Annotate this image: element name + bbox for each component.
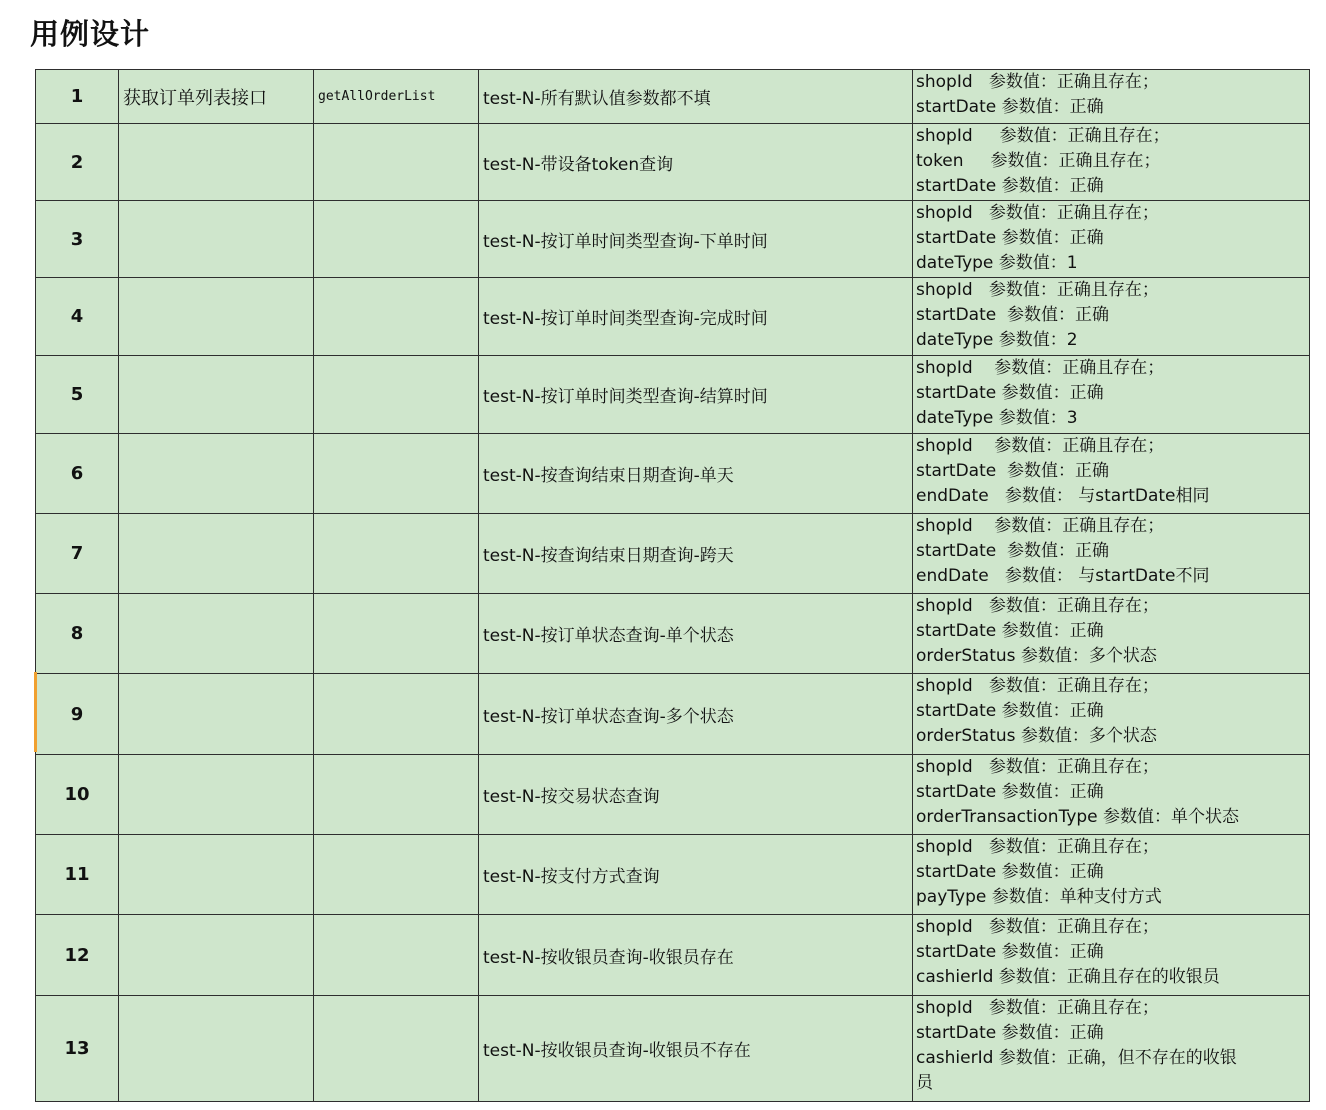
api-name-cell[interactable]: [119, 996, 314, 1102]
case-description-cell[interactable]: test-N-按收银员查询-收银员存在: [479, 915, 913, 996]
parameter-line: shopId 参数值：正确且存在；: [916, 757, 1159, 777]
method-name-cell[interactable]: [314, 356, 479, 434]
method-name-cell[interactable]: getAllOrderList: [314, 70, 479, 124]
parameter-line: startDate 参数值：正确: [916, 461, 1110, 481]
api-name-cell[interactable]: 获取订单列表接口: [119, 70, 314, 124]
parameters-cell[interactable]: [913, 124, 1310, 201]
table-row: [36, 594, 1310, 674]
row-selection-marker: [34, 672, 37, 752]
case-description-cell[interactable]: test-N-按查询结束日期查询-单天: [479, 434, 913, 514]
parameter-line: shopId 参数值：正确且存在；: [916, 72, 1159, 92]
case-number-cell[interactable]: 9: [36, 674, 119, 755]
table-row: [36, 755, 1310, 835]
table-row: [36, 434, 1310, 514]
case-number-cell[interactable]: 13: [36, 996, 119, 1102]
case-number-cell[interactable]: 12: [36, 915, 119, 996]
test-case-table-wrapper: [35, 69, 1310, 1102]
method-name-cell[interactable]: [314, 278, 479, 356]
method-name-cell[interactable]: [314, 835, 479, 915]
parameter-line: shopId 参数值：正确且存在；: [916, 917, 1159, 937]
parameter-line: token 参数值：正确且存在；: [916, 151, 1161, 171]
parameters-cell[interactable]: [913, 996, 1310, 1102]
table-row: [36, 201, 1310, 278]
table-body: [36, 70, 1310, 1102]
parameters-cell[interactable]: [913, 356, 1310, 434]
test-case-table: [35, 69, 1310, 1102]
table-row: [36, 915, 1310, 996]
parameter-line: shopId 参数值：正确且存在；: [916, 516, 1165, 536]
parameter-line: dateType 参数值：1: [916, 253, 1078, 273]
api-name-cell[interactable]: [119, 434, 314, 514]
parameter-line: startDate 参数值：正确: [916, 621, 1104, 641]
parameter-line: orderTransactionType 参数值：单个状态: [916, 807, 1240, 827]
method-name-cell[interactable]: [314, 996, 479, 1102]
parameter-line: shopId 参数值：正确且存在；: [916, 126, 1170, 146]
parameters-cell[interactable]: [913, 514, 1310, 594]
parameter-line: shopId 参数值：正确且存在；: [916, 837, 1159, 857]
parameter-line: shopId 参数值：正确且存在；: [916, 436, 1165, 456]
api-name-cell[interactable]: [119, 835, 314, 915]
parameter-line: startDate 参数值：正确: [916, 97, 1104, 117]
parameter-line: shopId 参数值：正确且存在；: [916, 203, 1159, 223]
parameter-line: shopId 参数值：正确且存在；: [916, 676, 1159, 696]
table-row: [36, 835, 1310, 915]
parameters-cell[interactable]: [913, 755, 1310, 835]
case-description-cell[interactable]: test-N-按订单状态查询-单个状态: [479, 594, 913, 674]
table-row: [36, 996, 1310, 1102]
table-row: [36, 514, 1310, 594]
api-name-cell[interactable]: [119, 755, 314, 835]
method-name-cell[interactable]: [314, 434, 479, 514]
case-description-cell[interactable]: test-N-所有默认值参数都不填: [479, 70, 913, 124]
api-name-cell[interactable]: [119, 915, 314, 996]
parameters-cell[interactable]: [913, 594, 1310, 674]
api-name-cell[interactable]: [119, 356, 314, 434]
parameter-line: orderStatus 参数值：多个状态: [916, 646, 1157, 666]
table-row: [36, 674, 1310, 755]
parameter-line: shopId 参数值：正确且存在；: [916, 358, 1165, 378]
api-name-cell[interactable]: [119, 514, 314, 594]
parameter-line: dateType 参数值：3: [916, 408, 1078, 428]
method-name-cell[interactable]: [314, 514, 479, 594]
parameter-line: startDate 参数值：正确: [916, 176, 1104, 196]
parameter-line: cashierId 参数值：正确且存在的收银员: [916, 967, 1220, 987]
table-row: [36, 278, 1310, 356]
case-description-cell[interactable]: test-N-按订单时间类型查询-完成时间: [479, 278, 913, 356]
parameter-line: orderStatus 参数值：多个状态: [916, 726, 1157, 746]
parameter-line: endDate 参数值： 与startDate不同: [916, 566, 1210, 586]
api-name-cell[interactable]: [119, 674, 314, 755]
case-description-cell[interactable]: test-N-按查询结束日期查询-跨天: [479, 514, 913, 594]
method-name-cell[interactable]: [314, 201, 479, 278]
case-number-cell[interactable]: 3: [36, 201, 119, 278]
case-number-cell[interactable]: 7: [36, 514, 119, 594]
method-name-cell[interactable]: [314, 594, 479, 674]
parameter-line: startDate 参数值：正确: [916, 782, 1104, 802]
parameters-cell[interactable]: [913, 674, 1310, 755]
case-number-cell[interactable]: 5: [36, 356, 119, 434]
parameter-line: startDate 参数值：正确: [916, 942, 1104, 962]
case-description-cell[interactable]: test-N-带设备token查询: [479, 124, 913, 201]
parameters-cell[interactable]: [913, 835, 1310, 915]
table-row: [36, 124, 1310, 201]
case-number-cell[interactable]: 4: [36, 278, 119, 356]
method-name-cell[interactable]: [314, 915, 479, 996]
case-description-cell[interactable]: test-N-按订单时间类型查询-结算时间: [479, 356, 913, 434]
parameter-line: cashierId 参数值：正确，但不存在的收银: [916, 1048, 1237, 1068]
api-name-cell[interactable]: [119, 594, 314, 674]
table-row: [36, 70, 1310, 124]
parameters-cell[interactable]: [913, 278, 1310, 356]
api-name-cell[interactable]: [119, 201, 314, 278]
parameter-line: startDate 参数值：正确: [916, 383, 1104, 403]
parameter-line: startDate 参数值：正确: [916, 541, 1110, 561]
case-number-cell[interactable]: 1: [36, 70, 119, 124]
parameter-line: shopId 参数值：正确且存在；: [916, 998, 1159, 1018]
parameters-cell[interactable]: [913, 434, 1310, 514]
page-title: 用例设计: [30, 17, 151, 51]
parameters-cell[interactable]: [913, 201, 1310, 278]
case-description-cell[interactable]: test-N-按收银员查询-收银员不存在: [479, 996, 913, 1102]
case-number-cell[interactable]: 8: [36, 594, 119, 674]
table-row: [36, 356, 1310, 434]
parameter-line: startDate 参数值：正确: [916, 1023, 1104, 1043]
api-name-cell[interactable]: [119, 278, 314, 356]
parameter-line: 员: [916, 1073, 933, 1093]
case-description-cell[interactable]: test-N-按交易状态查询: [479, 755, 913, 835]
parameter-line: startDate 参数值：正确: [916, 305, 1110, 325]
case-number-cell[interactable]: 2: [36, 124, 119, 201]
case-number-cell[interactable]: 10: [36, 755, 119, 835]
parameter-line: payType 参数值：单种支付方式: [916, 887, 1162, 907]
parameter-line: shopId 参数值：正确且存在；: [916, 280, 1159, 300]
parameter-line: dateType 参数值：2: [916, 330, 1078, 350]
case-description-cell[interactable]: test-N-按支付方式查询: [479, 835, 913, 915]
method-name-cell[interactable]: [314, 674, 479, 755]
case-number-cell[interactable]: 11: [36, 835, 119, 915]
case-description-cell[interactable]: test-N-按订单状态查询-多个状态: [479, 674, 913, 755]
case-number-cell[interactable]: 6: [36, 434, 119, 514]
case-description-cell[interactable]: test-N-按订单时间类型查询-下单时间: [479, 201, 913, 278]
parameter-line: endDate 参数值： 与startDate相同: [916, 486, 1210, 506]
parameter-line: startDate 参数值：正确: [916, 228, 1104, 248]
parameters-cell[interactable]: [913, 915, 1310, 996]
parameters-cell[interactable]: [913, 70, 1310, 124]
parameter-line: startDate 参数值：正确: [916, 701, 1104, 721]
method-name-cell[interactable]: [314, 124, 479, 201]
parameter-line: startDate 参数值：正确: [916, 862, 1104, 882]
api-name-cell[interactable]: [119, 124, 314, 201]
method-name-cell[interactable]: [314, 755, 479, 835]
parameter-line: shopId 参数值：正确且存在；: [916, 596, 1159, 616]
